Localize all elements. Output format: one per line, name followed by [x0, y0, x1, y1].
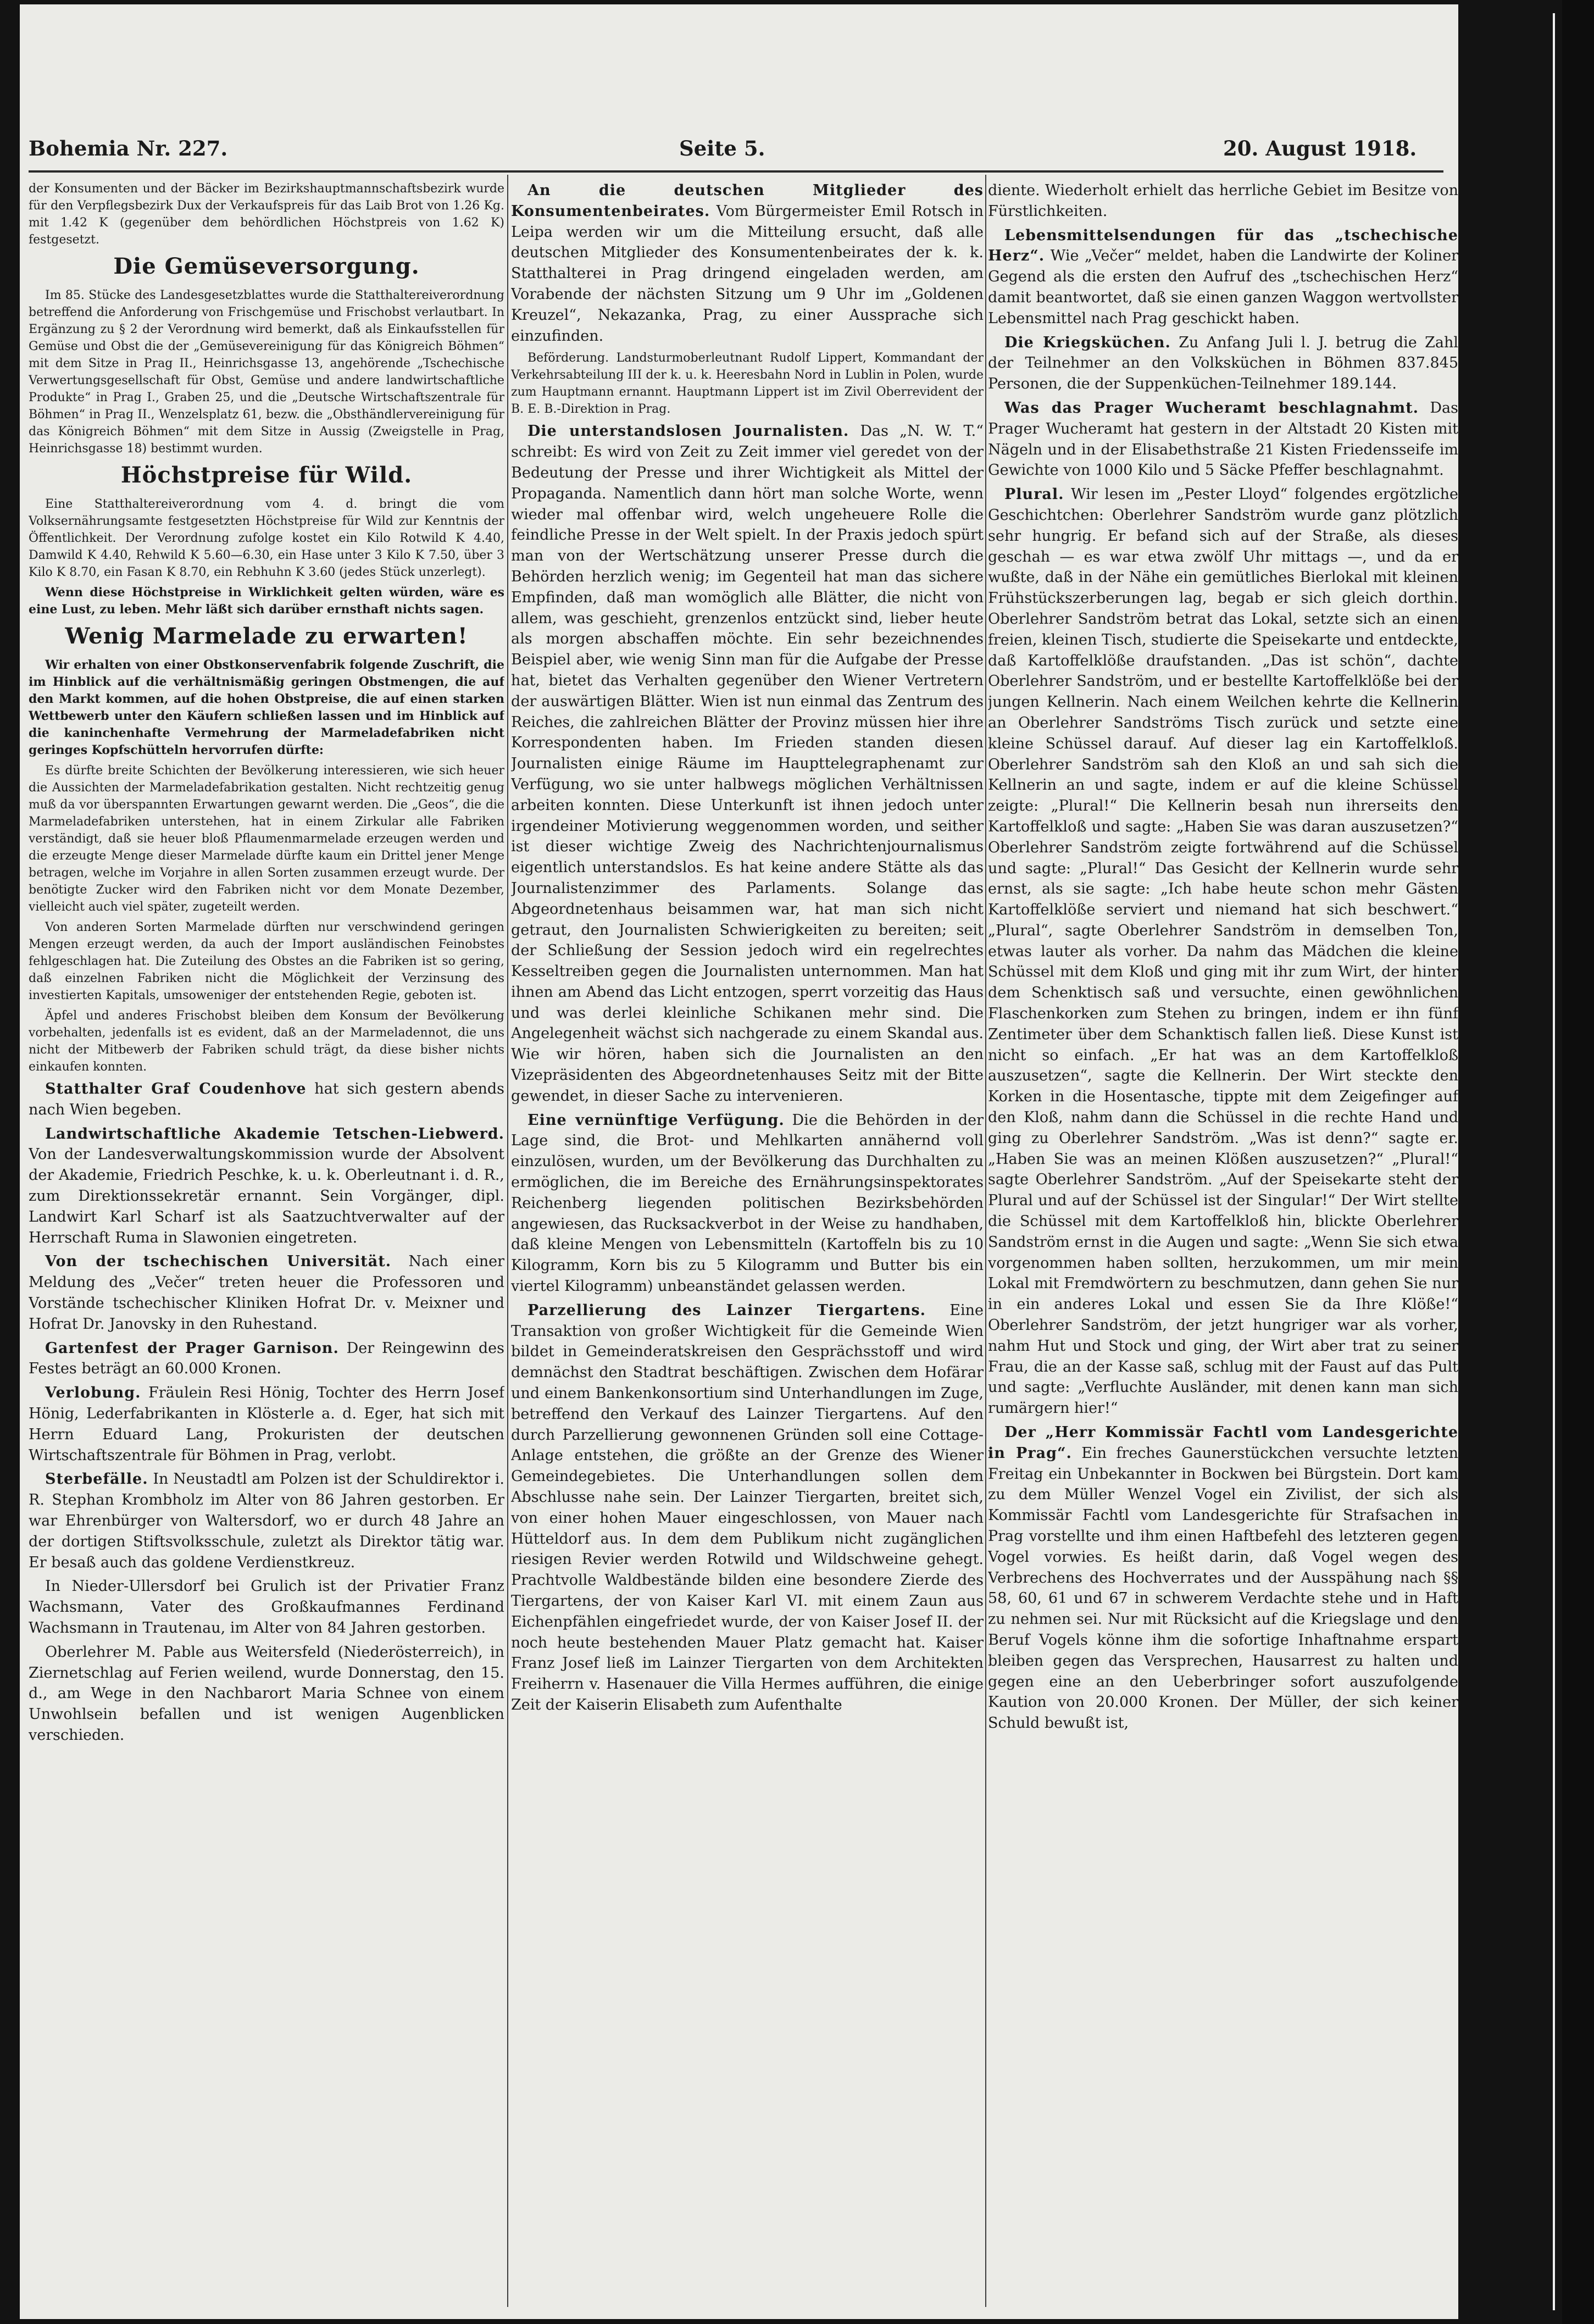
- header-center: Seite 5.: [679, 136, 765, 160]
- article-text: Oberlehrer M. Pable aus Weitersfeld (Niederösterreich), in Ziernetschlag auf Ferien weilend, wurde Donnerstag, den 15. d., am Wege in den Nachbarort Maria Schnee von einem Unwohlsein befallen und ist wenigen Augenblicken verschieden.: [29, 1643, 504, 1744]
- article-heading: Die Gemüseversorgung.: [113, 253, 420, 279]
- news-item-text: Von der Landesverwaltungskommission wurde der Absolvent der Akademie, Friedrich Peschke, k. u. k. Oberleutnant i. d. R., zum Direktionssekretär ernannt. Sein Vorgänger, dipl. Landwirt Karl Scharf ist als Saatzuchtverwalter auf der Herrschaft Ruma in Slawonien eingetreten.: [29, 1146, 504, 1246]
- news-item: [29, 1251, 504, 1334]
- news-item: [988, 332, 1458, 395]
- article-text: Von anderen Sorten Marmelade dürften nur verschwindend geringen Mengen erzeugt werden, da auch der Import ausländischen Feinobstes fehlgeschlagen hat. Die Zuteilung des Obstes an die Fabriken ist so gering, daß einzelnen Fabriken nicht die Möglichkeit der Verzinsung des investierten Kapitals, umsoweniger der entstehenden Regie, geboten ist.: [29, 920, 504, 1002]
- news-item: [511, 1300, 984, 1716]
- news-item-lead: Sterbefälle.: [45, 1471, 148, 1488]
- news-item-text: Wir lesen im „Pester Lloyd“ folgendes ergötzliche Geschichtchen: Oberlehrer Sandström wurde ganz plötzlich sehr hungrig. Er befand sich auf der Straße, als dieses geschah — es war etwa zwölf Uhr mittags —, und da er wußte, daß in der Nähe ein gemütliches Bierlokal mit kleinen Frühstückszerberungen lag, begab er sich gleich dorthin. Oberlehrer Sandström betrat das Lokal, setzte sich an einen freien, kleinen Tisch, studierte die Speisekarte und entdeckte, daß Kartoffelklöße draufstanden. „Das ist schön“, dachte Oberlehrer Sandström, und er bestellte Kartoffelklöße bei der jungen Kellnerin. Nach einem Weilchen kehrte die Kellnerin an Oberlehrer Sandströms Tisch zurück und setzte eine kleine Schüssel darauf. Auf dieser lag ein Kartoffelkloß. Oberlehrer Sandström sah den Kloß an und sah sich die Kellnerin an und sagte, indem er auf die kleine Schüssel zeigte: „Plural!“ Die Kellnerin besah nun ihrerseits den Kartoffelkloß und sagte: „Haben Sie was daran auszusetzen?“ Oberlehrer Sandström zeigte fortwährend auf die Schüssel und sagte: „Plural!“ Das Gesicht der Kellnerin wurde sehr ernst, als sie sagte: „Ich habe heute schon mehr Gästen Kartoffelklöße serviert und niemand hat sich beschwert.“ „Plural“, sagte Oberlehrer Sandström in demselben Ton, etwas lauter als vorher. Da nahm das Mädchen die kleine Schüssel mit dem Kloß und ging mit ihr zum Wirt, der hinter dem Schenktisch saß und versuchte, einen gewöhnlichen Flaschenkorken zum Stehen zu bringen, indem er ihn fünf Zentimeter über dem Schanktisch fallen ließ. Diese Kunst ist nicht so einfach. „Er hat was an dem Kartoffelkloß auszusetzen“, sagte die Kellnerin. Der Wirt steckte den Korken in die Hosentasche, tippte mit dem Zeigefinger auf den Kloß, nahm dann die Schüssel in die rechte Hand und ging zu Oberlehrer Sandström. „Was ist denn?“ sagte er. „Haben Sie was an meinen Klößen auszusetzen?“ „Plural!“ sagte Oberlehrer Sandström. „Auf der Speisekarte steht der Plural und auf der Schüssel ist der Singular!“ Der Wirt stellte die Schüssel mit dem Kartoffelkloß hin, blickte Oberlehrer Sandström ernst in die Augen und sagte: „Wenn Sie sich etwa vorgenommen haben sollten, herzukommen, um mir mein Lokal mit Fremdwörtern zu beschmutzen, dann gehen Sie nur in ein anderes Lokal und essen Sie da Ihre Klöße!“ Oberlehrer Sandström, der jetzt hungriger war als vorher, nahm Hut und Stock und ging, der Wirt aber trat zu seiner Frau, die an der Kasse saß, schlug mit der Faust auf das Pult und sagte: „Verfluchte Ausländer, mit denen kann man sich rumärgern hier!“: [988, 486, 1458, 1417]
- news-item: [29, 1338, 504, 1380]
- news-item-lead: Was das Prager Wucheramt beschlagnahmt.: [1004, 399, 1419, 417]
- news-item-lead: Gartenfest der Prager Garnison.: [45, 1339, 339, 1357]
- article-text: In Nieder-Ullersdorf bei Grulich ist der Privatier Franz Wachsmann, Vater des Großkaufmannes Ferdinand Wachsmann in Trautenau, im Alter von 84 Jahren gestorben.: [29, 1578, 504, 1637]
- news-item-text: Nach einer Meldung des „Večer“ treten heuer die Professoren und Vorstände tschechischer Kliniken Hofrat Dr. v. Meixner und Hofrat Dr. Janovsky in den Ruhestand.: [29, 1253, 504, 1333]
- news-item-lead: Statthalter Graf Coudenhove: [45, 1080, 307, 1097]
- column-2: [511, 180, 984, 2312]
- news-item-lead: An die deutschen Mitglieder des Konsumentenbeirates.: [511, 182, 984, 220]
- news-item-text: Fräulein Resi Hönig, Tochter des Herrn Josef Hönig, Lederfabrikanten in Klösterle a. d. Eger, hat sich mit Herrn Eduard Lang, Prokuristen der deutschen Wirtschaftszentrale für Böhmen in Prag, verlobt.: [29, 1384, 504, 1464]
- news-item-text: Das „N. W. T.“ schreibt: Es wird von Zeit zu Zeit immer viel geredet von der Bedeutung der Presse und ihrer Wichtigkeit als Mittel der Propaganda. Namentlich dann hört man solche Worte, wenn wieder mal offenbar wird, welch ungeheuere Rolle die feindliche Presse in der Welt spielt. In der Praxis jedoch spürt man von der Wertschätzung unserer Presse durch die Behörden herzlich wenig; im Gegenteil hat man das sichere Empfinden, daß man womöglich alle Blätter, die nicht von allem, was geschieht, grenzenlos entzückt sind, lieber heute als morgen abschaffen möchte. Ein sehr bezeichnendes Beispiel aber, wie wenig Sinn man für die Aufgabe der Presse hat, bietet das Verhalten gegenüber den Wiener Vertretern der auswärtigen Blätter. Wien ist nun einmal das Zentrum des Reiches, die zahlreichen Blätter der Provinz müssen hier ihre Korrespondenten haben. Im Frieden standen diesen Journalisten einige Räume im Haupttelegraphenamt zur Verfügung, wo sie unter halbwegs möglichen Verhältnissen arbeiten konnten. Diese Unterkunft ist ihnen jedoch unter irgendeiner Motivierung weggenommen worden, und seither ist dieser wichtige Zweig des Nachrichtenjournalismus eigentlich unterstandslos. Es hat keine andere Stätte als das Journalistenzimmer des Parlaments. Solange das Abgeordnetenhaus beisammen war, hat man sich nicht getraut, den Journalisten Schwierigkeiten zu bereiten; seit der Schließung der Session jedoch wird ein regelrechtes Kesseltreiben gegen die Journalisten unternommen. Man hat ihnen am Abend das Licht entzogen, sperrt vorzeitig das Haus und was derlei kleinliche Schikanen mehr sind. Die Angelegenheit wächst sich nachgerade zu einem Skandal aus. Wie wir hören, haben sich die Journalisten an den Vizepräsidenten des Abgeordnetenhauses Seitz mit der Bitte gewendet, in dieser Sache zu intervenieren.: [511, 423, 984, 1105]
- news-item-text: Vom Bürgermeister Emil Rotsch in Leipa werden wir um die Mitteilung ersucht, daß alle deutschen Mitglieder des Konsumentenbeirates der k. k. Statthalterei in Prag dringend eingeladen werden, am Vorabende der nächsten Sitzung um 9 Uhr im „Goldenen Kreuzel“, Nekazanka, Prag, zu einer Aussprache sich einzufinden.: [511, 202, 984, 345]
- news-item-lead: Die unterstandslosen Journalisten.: [527, 423, 849, 440]
- news-item: [511, 1110, 984, 1297]
- news-item-text: Zu Anfang Juli l. J. betrug die Zahl der Teilnehmer an den Volksküchen in Böhmen 837.845 Personen, die der Suppenküchen-Teilnehmer 189.144.: [988, 334, 1458, 393]
- news-item: [29, 1383, 504, 1466]
- news-item-lead: Landwirtschaftliche Akademie Tetschen-Liebwerd.: [45, 1125, 504, 1142]
- news-item-text: Ein freches Gaunerstückchen versuchte letzten Freitag ein Unbekannter in Bockwen bei Bürgstein. Dort kam zu dem Müller Wenzel Vogel ein Zivilist, der sich als Kommissär Fachtl vom Landesgerichte für Strafsachen in Prag vorstellte und ihm einen Haftbefehl des letzteren gegen Vogel vorwies. Es heißt darin, daß Vogel wegen des Verbrechens des Hochverrates und der Ausspähung nach §§ 58, 60, 61 und 67 in schwerem Verdachte stehe und in Haft zu nehmen sei. Nur mit Rücksicht auf die Kriegslage und den Beruf Vogels könne ihm die sofortige Inhaftnahme erspart bleiben gegen das Versprechen, Hausarrest zu halten und gegen eine an den Ueberbringer sofort auszufolgende Kaution von 20.000 Kronen. Der Müller, der sich keiner Schuld bewußt ist,: [988, 1444, 1458, 1732]
- article-text: Beförderung. Landsturmoberleutnant Rudolf Lippert, Kommandant der Verkehrsabteilung III der k. u. k. Heeresbahn Nord in Lublin in Polen, wurde zum Hauptmann ernannt. Hauptmann Lippert ist im Zivil Oberrevident der B. E. B.-Direktion in Prag.: [511, 351, 984, 417]
- news-item-text: Eine Transaktion von großer Wichtigkeit für die Gemeinde Wien bildet in Gemeinderatskreisen den Gesprächsstoff und wird demnächst den Stadtrat beschäftigen. Zwischen dem Hofärar und einem Bankenkonsortium sind Unterhandlungen im Zuge, betreffend den Verkauf des Lainzer Tiergartens. Auf den durch Parzellierung gewonnenen Gründen soll eine Cottage-Anlage entstehen, die größte an der Grenze des Wiener Gemeindegebietes. Die Unterhandlungen sollen dem Abschlusse nahe sein. Der Lainzer Tiergarten, breitet sich, von einer hohen Mauer eingeschlossen, von Mauer nach Hütteldorf aus. In dem dem Publikum nicht zugänglichen riesigen Revier werden Rotwild und Wildschweine gehegt. Prachtvolle Waldbestände bilden eine besondere Zierde des Tiergartens, der von Kaiser Karl VI. mit einem Zaun aus Eichenpfählen eingefriedet wurde, der von Kaiser Josef II. der noch heute bestehenden Mauer Platz gemacht hat. Kaiser Franz Josef ließ im Lainzer Tiergarten von dem Architekten Freiherrn v. Hasenauer die Villa Hermes aufführen, die einige Zeit der Kaiserin Elisabeth zum Aufenthalte: [511, 1301, 984, 1713]
- column-divider-1: [507, 175, 508, 2307]
- news-item: [511, 421, 984, 1106]
- news-item-lead: Die Kriegsküchen.: [1004, 334, 1171, 351]
- article-text: diente. Wiederholt erhielt das herrliche Gebiet im Besitze von Fürstlichkeiten.: [988, 182, 1458, 220]
- news-item-text: In Neustadtl am Polzen ist der Schuldirektor i. R. Stephan Krombholz im Alter von 86 Jahren gestorben. Er war Ehrenbürger von Waltersdorf, wo er durch 48 Jahre an der dortigen Stiftsvolksschule, zuletzt als Direktor tätig war. Er besaß auch das goldene Verdienstkreuz.: [29, 1471, 504, 1571]
- scan-edge: [1562, 0, 1594, 2324]
- news-item: [29, 1079, 504, 1121]
- column-1: [29, 180, 504, 2312]
- news-item-lead: Der „Herr Kommissär Fachtl vom Landesgerichte in Prag“.: [988, 1424, 1458, 1462]
- news-item-lead: Lebensmittelsendungen für das „tschechische Herz“.: [988, 226, 1458, 265]
- news-item: [988, 1422, 1458, 1734]
- column-3: [988, 180, 1458, 2312]
- news-item-text: Das Prager Wucheramt hat gestern in der Altstadt 20 Kisten mit Nägeln und in der Elisabethstraße 21 Kisten Friedensseife im Gewichte von 1000 Kilo und 5 Säcke Pfeffer beschlagnahmt.: [988, 399, 1458, 479]
- column-divider-2: [985, 175, 986, 2307]
- news-item-text: hat sich gestern abends nach Wien begeben.: [29, 1080, 504, 1118]
- article-text: Äpfel und anderes Frischobst bleiben dem Konsum der Bevölkerung vorbehalten, jedenfalls ist es evident, daß an der Marmeladennot, die uns nicht der Mitbewerb der Fabriken schuld trägt, da diese bisher nichts einkaufen konnten.: [29, 1009, 504, 1074]
- article-text: der Konsumenten und der Bäcker im Bezirkshauptmannschaftsbezirk wurde für den Verpflegsbezirk Dux der Verkaufspreis für das Laib Brot von 1.26 Kg. mit 1.42 K (gegenüber dem behördlichen Höchstpreis von 1.62 K) festgesetzt.: [29, 182, 504, 247]
- article-text: Wenn diese Höchstpreise in Wirklichkeit gelten würden, wäre es eine Lust, zu leben. Mehr läßt sich darüber ernsthaft nichts sagen.: [29, 585, 504, 617]
- news-item-text: Der Reingewinn des Festes beträgt an 60.000 Kronen.: [29, 1339, 504, 1378]
- news-item: [29, 1124, 504, 1249]
- article-heading: Höchstpreise für Wild.: [120, 462, 413, 488]
- header-left: Bohemia Nr. 227.: [29, 136, 228, 160]
- news-item: [988, 398, 1458, 481]
- news-item-lead: Verlobung.: [45, 1384, 141, 1402]
- news-item: [511, 180, 984, 346]
- article-text: Eine Statthaltereiverordnung vom 4. d. bringt die vom Volksernährungsamte festgesetzten Höchstpreise für Wild zur Kenntnis der Öffentlichkeit. Der Verordnung zufolge kostet ein Kilo Rotwild K 4.40, Damwild K 4.40, Rehwild K 5.60—6.30, ein Hase unter 3 Kilo K 7.50, über 3 Kilo K 8.70, ein Fasan K 8.70, ein Rebhuhn K 3.60 (jedes Stück unzerlegt).: [29, 497, 504, 579]
- article-text: Im 85. Stücke des Landesgesetzblattes wurde die Statthaltereiverordnung betreffend die Anforderung von Frischgemüse und Frischobst verlautbart. In Ergänzung zu § 2 der Verordnung wird bemerkt, daß als Einkaufsstellen für Gemüse und Obst die der „Gemüsevereinigung für das Königreich Böhmen“ mit dem Sitze in Prag II., Heinrichsgasse 13, angehörende „Tschechische Verwertungsgesellschaft für Obst, Gemüse und andere landwirtschaftliche Produkte“ in Prag I., Graben 25, und die „Deutsche Wirtschaftszentrale für Böhmen“ in Prag II., Wenzelsplatz 61, bezw. die „Obsthändlervereinigung für das Königreich Böhmen“ mit dem Sitze in Aussig (Zweigstelle in Prag, Heinrichsgasse 18) bestimmt wurden.: [29, 289, 504, 456]
- news-item-text: Die die Behörden in der Lage sind, die Brot- und Mehlkarten annähernd voll einzulösen, wurden, um der Bevölkerung das Durchhalten zu ermöglichen, die im Bereiche des Ernährungsinspektorates Reichenberg liegenden politischen Bezirksbehörden angewiesen, das Rucksackverbot in der Weise zu handhaben, daß kleine Mengen von Lebensmitteln (Kartoffeln bis zu 10 Kilogramm, Korn bis zu 5 Kilogramm und Butter bis ein viertel Kilogramm) unbeanständet gelassen werden.: [511, 1111, 984, 1295]
- page-header: [20, 4, 1458, 160]
- news-item-lead: Parzellierung des Lainzer Tiergartens.: [527, 1301, 926, 1319]
- margin-line: [1553, 13, 1555, 2310]
- article-text: Wir erhalten von einer Obstkonservenfabrik folgende Zuschrift, die im Hinblick auf die verhältnismäßig geringen Obstmengen, die auf den Markt kommen, auf die hohen Obstpreise, die auf einen starken Wettbewerb unter den Käufern schließen lassen und im Hinblick auf die kaninchenhafte Vermehrung der Marmeladefabriken nicht geringes Kopfschütteln hervorrufen dürfte:: [29, 658, 504, 757]
- article-text: Es dürfte breite Schichten der Bevölkerung interessieren, wie sich heuer die Aussichten der Marmeladefabrikation gestalten. Nicht rechtzeitig genug muß da vor überspannten Erwartungen gewarnt werden. Die „Geos“, die die Marmeladefabriken unterstehen, hat in einem Zirkular alle Fabriken verständigt, daß sie heuer bloß Pflaumenmarmelade erzeugen werden und die erzeugte Menge dieser Marmelade dürfte kaum ein Drittel jener Menge betragen, welche im Vorjahre in allen Sorten zusammen erzeugt wurde. Der benötigte Zucker wird den Fabriken nicht vor dem Monate Dezember, vielleicht auch viel später, zugeteilt werden.: [29, 764, 504, 914]
- article-heading: Wenig Marmelade zu erwarten!: [65, 623, 468, 649]
- news-item-lead: Plural.: [1004, 486, 1064, 503]
- newspaper-page: [20, 4, 1458, 2319]
- header-right: 20. August 1918.: [1223, 136, 1417, 160]
- header-rule: [29, 170, 1443, 173]
- news-item: [988, 484, 1458, 1419]
- news-item: [29, 1469, 504, 1573]
- news-item-lead: Eine vernünftige Verfügung.: [527, 1111, 785, 1129]
- news-item: [988, 225, 1458, 329]
- news-item-lead: Von der tschechischen Universität.: [45, 1253, 392, 1271]
- news-item-text: Wie „Večer“ meldet, haben die Landwirte der Koliner Gegend als die ersten den Aufruf des „tschechischen Herz“ damit beantwortet, daß sie einen ganzen Waggon wertvollster Lebensmittel nach Prag geschickt haben.: [988, 247, 1458, 327]
